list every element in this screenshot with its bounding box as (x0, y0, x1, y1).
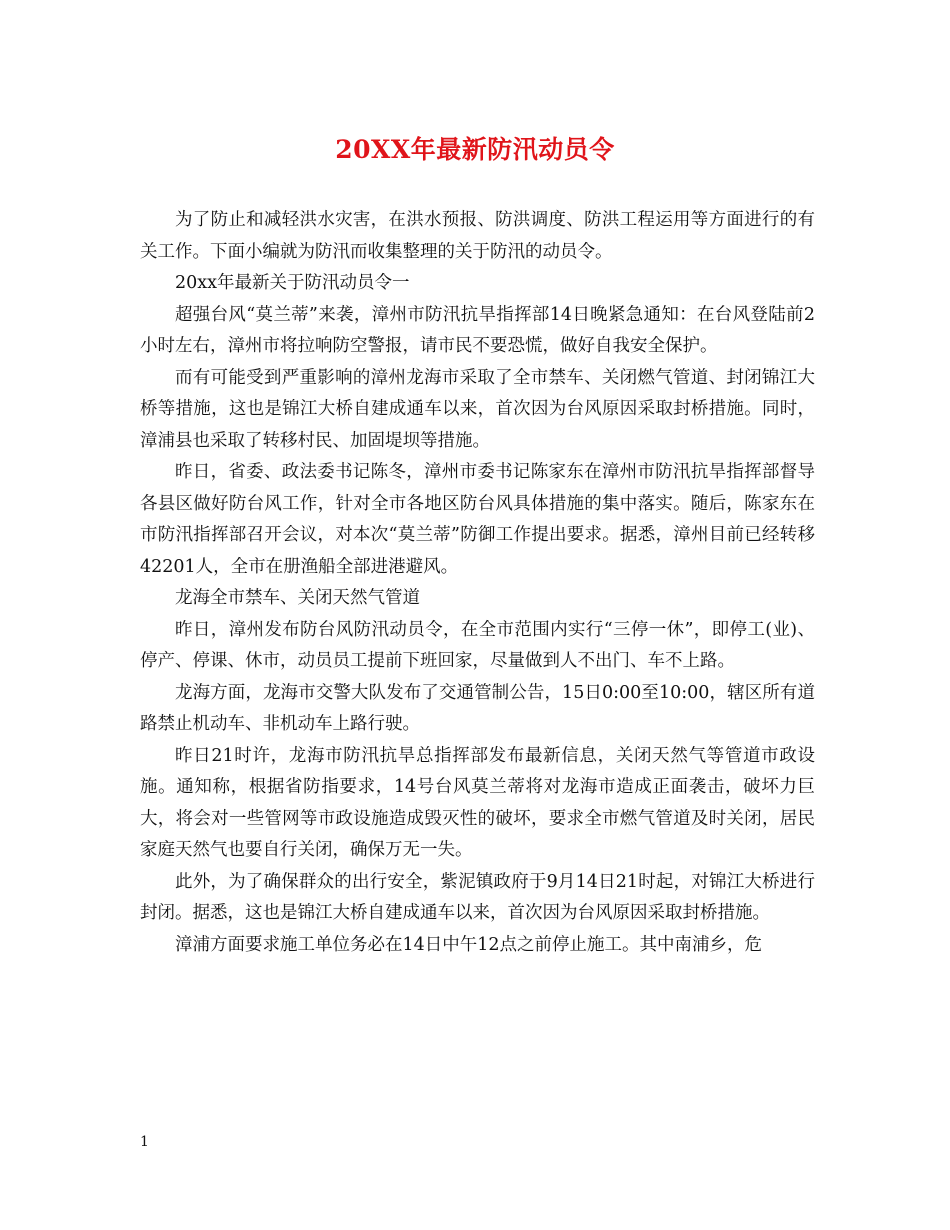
paragraph: 昨日21时许，龙海市防汛抗旱总指挥部发布最新信息，关闭天然气等管道市政设施。通知称，根据省防指要求，14号台风莫兰蒂将对龙海市造成正面袭击，破坏力巨大，将会对一些管网等市政设施造成毁灭性的破坏，要求全市燃气管道及时关闭，居民家庭天然气也要自行关闭，确保万无一失。 (140, 745, 815, 860)
paragraph: 20xx年最新关于防汛动员令一 (175, 273, 410, 293)
paragraph: 昨日，漳州发布防台风防汛动员令，在全市范围内实行“三停一休”，即停工(业)、停产、停课、休市，动员员工提前下班回家，尽量做到人不出门、车不上路。 (140, 619, 815, 671)
paragraph: 为了防止和减轻洪水灾害，在洪水预报、防洪调度、防洪工程运用等方面进行的有关工作。下面小编就为防汛而收集整理的关于防汛的动员令。 (140, 210, 815, 262)
paragraph: 此外，为了确保群众的出行安全，紫泥镇政府于9月14日21时起，对锦江大桥进行封闭。据悉，这也是锦江大桥自建成通车以来，首次因为台风原因采取封桥措施。 (140, 871, 815, 923)
paragraph: 而有可能受到严重影响的漳州龙海市采取了全市禁车、关闭燃气管道、封闭锦江大桥等措施，这也是锦江大桥自建成通车以来，首次因为台风原因采取封桥措施。同时，漳浦县也采取了转移村民、加固堤坝等措施。 (140, 367, 815, 451)
document-body (140, 205, 815, 961)
paragraph: 龙海方面，龙海市交警大队发布了交通管制公告，15日0:00至10:00，辖区所有道路禁止机动车、非机动车上路行驶。 (140, 682, 815, 734)
page-number: 1 (140, 1134, 149, 1150)
paragraph: 超强台风“莫兰蒂”来袭，漳州市防汛抗旱指挥部14日晚紧急通知：在台风登陆前2小时左右，漳州市将拉响防空警报，请市民不要恐慌，做好自我安全保护。 (140, 304, 815, 356)
paragraph: 昨日，省委、政法委书记陈冬，漳州市委书记陈家东在漳州市防汛抗旱指挥部督导各县区做好防台风工作，针对全市各地区防台风具体措施的集中落实。随后，陈家东在市防汛指挥部召开会议，对本次“莫兰蒂”防御工作提出要求。据悉，漳州目前已经转移42201人，全市在册渔船全部进港避风。 (140, 462, 815, 577)
document-title: 20XX年最新防汛动员令 (335, 135, 615, 164)
section-heading: 龙海全市禁车、关闭天然气管道 (175, 588, 420, 608)
paragraph: 漳浦方面要求施工单位务必在14日中午12点之前停止施工。其中南浦乡，危 (175, 934, 763, 955)
